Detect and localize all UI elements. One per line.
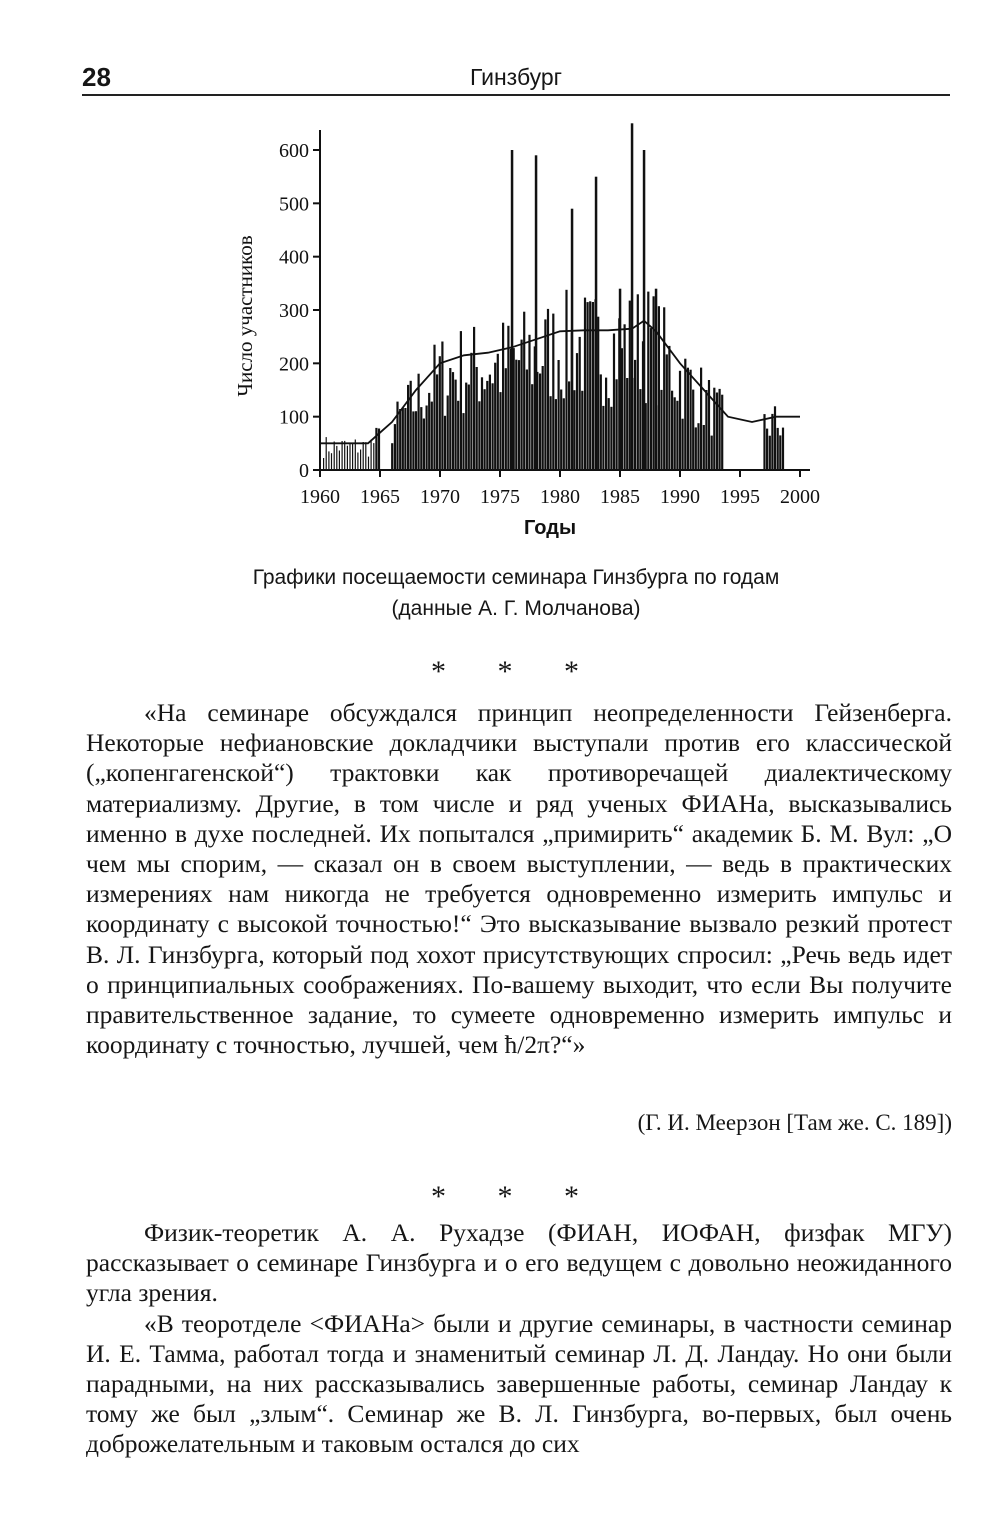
attendance-bar <box>373 443 374 470</box>
attendance-bar <box>589 301 591 470</box>
attendance-bar <box>647 292 649 470</box>
attendance-bar <box>365 442 366 470</box>
y-tick-label: 400 <box>279 246 309 269</box>
attendance-bar <box>721 395 723 470</box>
attendance-bar <box>478 401 480 470</box>
attendance-bar <box>423 419 425 471</box>
attendance-bar <box>690 370 692 470</box>
attendance-bar <box>679 371 681 470</box>
attendance-bar <box>639 389 641 470</box>
attendance-bar <box>666 354 668 470</box>
x-tick-label: 1975 <box>480 486 520 508</box>
attendance-bar <box>349 443 350 471</box>
attendance-bar <box>396 402 398 470</box>
attendance-bar <box>544 319 546 470</box>
attendance-bar <box>687 368 689 470</box>
attendance-bar <box>619 289 622 470</box>
chart-svg <box>220 120 820 560</box>
attendance-bar <box>610 407 612 470</box>
attendance-bar <box>449 368 451 470</box>
figure-caption <box>82 562 950 624</box>
attendance-bar <box>576 353 578 470</box>
attendance-bar <box>334 442 335 471</box>
attendance-bar <box>523 312 525 470</box>
attendance-chart <box>220 120 820 560</box>
x-tick-label: 1960 <box>300 486 340 508</box>
attendance-bar <box>595 177 598 470</box>
attendance-bar <box>777 428 779 470</box>
attendance-bar <box>711 436 713 470</box>
x-tick-label: 1980 <box>540 486 580 508</box>
attendance-bar <box>360 450 361 471</box>
attendance-bar <box>565 290 567 470</box>
attendance-bar <box>404 408 406 470</box>
attendance-bar <box>489 375 491 470</box>
y-tick-label: 100 <box>279 406 309 429</box>
attendance-bar <box>511 150 514 470</box>
attendance-bar <box>655 289 658 470</box>
x-tick-label: 1965 <box>360 486 400 508</box>
attendance-bar <box>368 457 369 470</box>
attendance-bar <box>323 458 324 470</box>
attendance-bar <box>433 345 435 470</box>
attendance-bar <box>357 453 358 471</box>
section-2-text <box>86 1218 952 1460</box>
x-ticks <box>300 470 820 508</box>
attendance-bar <box>616 379 618 470</box>
section-separator-1: * * * <box>431 655 601 688</box>
attendance-bar <box>476 367 478 470</box>
quote-attribution: (Г. И. Меерзон [Там же. С. 189]) <box>637 1110 952 1135</box>
section-separator-2: * * * <box>431 1180 601 1213</box>
attendance-bar <box>581 391 583 470</box>
attendance-bar <box>452 372 454 470</box>
attendance-bar <box>631 123 634 470</box>
attendance-bar <box>542 366 544 470</box>
attendance-bar <box>494 363 496 470</box>
attendance-bar <box>391 443 393 470</box>
attendance-bar <box>613 334 615 471</box>
attendance-bar <box>719 389 721 470</box>
attendance-bar <box>462 413 464 470</box>
attendance-bar <box>653 296 655 470</box>
attendance-bar <box>555 399 557 470</box>
attendance-bar <box>676 401 678 470</box>
attendance-bar <box>428 393 430 470</box>
attendance-bar <box>441 342 443 471</box>
attendance-bar <box>455 380 457 470</box>
attendance-bar <box>486 381 488 470</box>
attendance-bar <box>597 317 599 470</box>
attendance-bar <box>447 396 449 471</box>
attendance-bar <box>444 416 446 470</box>
attendance-bar <box>539 374 541 471</box>
y-tick-label: 200 <box>279 353 309 376</box>
attendance-bar <box>700 368 702 470</box>
attendance-bar <box>779 435 781 470</box>
attendance-bar <box>552 314 554 470</box>
quote-paragraph: «На семинаре обсуждался принцип неопределенности Гейзенберга. Некоторые нефиановские докладчики выступали против его классической („копенгагенской“) трактовки как противоречащей диалектическому материализму. Другие, в том числе и ряд ученых ФИАНа, высказывались именно в духе последней. Их попытался „примирить“ академик Б. М. Вул: „О чем мы спорим, — сказал он в своем выступлении, — ведь в практических измерениях нам никогда не требуется одновременно измерить импульс и координату с высокой точностью!“ Это высказывание вызвало резкий протест В. Л. Гинзбурга, который под хохот присутствующих спросил: „Речь ведь идет о принципиальных соображениях. По-вашему выходит, что если Вы получите правительственное задание, то сумеете одновременно измерить импульс и координату с точностью, лучшей, чем ħ/2π?“» <box>86 698 952 1060</box>
attendance-bar <box>658 306 660 470</box>
attendance-bar <box>347 446 348 470</box>
attendance-bar <box>426 406 428 471</box>
y-tick-label: 300 <box>279 300 309 322</box>
attendance-bar <box>502 323 504 470</box>
attendance-bar <box>550 396 552 470</box>
attendance-bar <box>624 324 626 470</box>
attendance-bar <box>484 389 486 470</box>
x-tick-label: 2000 <box>780 486 820 508</box>
attendance-bar <box>682 419 684 470</box>
attendance-bar <box>363 442 364 470</box>
attendance-bar <box>592 302 594 470</box>
attendance-bar <box>331 453 332 470</box>
attendance-bar <box>695 427 697 470</box>
x-axis-label: Годы <box>523 517 577 539</box>
attendance-bar <box>328 451 329 470</box>
attendance-bar <box>344 441 345 470</box>
y-tick-label: 0 <box>299 460 309 482</box>
attendance-bar <box>481 377 483 470</box>
attendance-bar <box>705 390 707 470</box>
attendance-bar <box>563 398 565 470</box>
attendance-bar <box>766 429 768 470</box>
attendance-bar <box>608 398 610 470</box>
attendance-bar <box>660 390 662 470</box>
attendance-bar <box>568 381 570 470</box>
attendance-bar <box>769 436 771 470</box>
page-header <box>82 60 950 96</box>
x-tick-label: 1995 <box>720 486 760 508</box>
attendance-bar <box>439 356 441 470</box>
attendance-bar <box>579 337 581 470</box>
attendance-bar <box>650 328 652 470</box>
attendance-bar <box>342 441 343 470</box>
attendance-bar <box>668 346 670 470</box>
attendance-bar <box>674 397 676 470</box>
attendance-bar <box>420 407 422 470</box>
attendance-bar <box>547 309 549 470</box>
attendance-bar <box>573 390 575 470</box>
attendance-bar <box>584 298 586 470</box>
attendance-bar <box>468 385 470 471</box>
caption-line-2: (данные А. Г. Молчанова) <box>391 597 641 620</box>
section-2-paragraph-2: «В теоротделе <ФИАНа> были и другие семинары, в частности семинар И. Е. Тамма, работал тогда и знаменитый семинар Л. Д. Ландау. Но они были парадными, на них рассказывались завершенные работы, семинар Ландау к тому же был „злым“. Семинар же В. Л. Гинзбурга, во-первых, был очень доброжелательным и таковым остался до сих <box>86 1308 952 1459</box>
x-tick-label: 1985 <box>600 486 640 508</box>
attendance-bar <box>560 390 562 471</box>
attendance-bar <box>497 354 499 470</box>
attendance-bar <box>336 446 337 470</box>
attendance-bar <box>528 335 530 470</box>
attendance-bar <box>515 360 517 470</box>
attendance-bar <box>412 411 414 470</box>
attendance-bar <box>763 414 765 470</box>
attendance-bar <box>339 451 340 471</box>
attendance-bar <box>637 294 639 470</box>
page-number: 28 <box>82 62 111 92</box>
attendance-bar <box>436 374 438 470</box>
attendance-bar <box>526 370 528 471</box>
attendance-bar <box>492 383 494 470</box>
attendance-bar <box>410 381 412 470</box>
attendance-bar <box>703 425 705 470</box>
attendance-bar <box>587 302 589 470</box>
attendance-bar <box>531 384 533 470</box>
attendance-bar <box>629 301 631 470</box>
section-2-paragraph-1: Физик-теоретик А. А. Рухадзе (ФИАН, ИОФАН, физфак МГУ) рассказывает о семинаре Гинзбурга и о его ведущем с довольно неожиданного угла зрения. <box>86 1218 952 1308</box>
attendance-bar <box>663 307 665 470</box>
x-tick-label: 1990 <box>660 486 700 508</box>
attendance-bar <box>771 414 773 470</box>
attendance-bar <box>402 408 404 470</box>
attendance-bar <box>600 374 602 470</box>
running-title: Гинзбург <box>469 64 563 90</box>
attendance-bar <box>626 378 628 470</box>
attendance-bar <box>671 391 673 470</box>
attendance-bar <box>697 423 699 470</box>
attendance-bar <box>684 359 686 470</box>
attendance-bar <box>352 444 353 470</box>
attendance-bar <box>460 331 462 470</box>
attendance-bar <box>470 353 472 470</box>
attendance-bar <box>535 155 538 470</box>
attendance-bar <box>634 360 636 470</box>
attendance-bar <box>399 409 401 470</box>
attendance-bar <box>558 360 560 470</box>
attendance-bar <box>431 402 433 470</box>
attendance-bar <box>602 406 604 470</box>
attendance-bar <box>457 401 459 470</box>
x-tick-label: 1970 <box>420 486 460 508</box>
y-tick-label: 500 <box>279 193 309 216</box>
attendance-bar <box>326 437 327 470</box>
attendance-bar <box>605 378 607 470</box>
attendance-bar <box>571 209 574 470</box>
quote-block-1 <box>86 698 952 1060</box>
caption-line-1: Графики посещаемости семинара Гинзбурга по годам <box>252 566 780 589</box>
attendance-bar <box>643 150 646 470</box>
chart-bars <box>323 123 784 470</box>
attendance-bar <box>394 424 396 470</box>
trend-line <box>320 321 800 444</box>
attendance-bar <box>782 428 784 470</box>
attendance-bar <box>692 390 694 470</box>
attendance-bar <box>518 360 520 470</box>
attendance-bar <box>505 368 507 470</box>
attendance-bar <box>465 383 467 470</box>
y-ticks <box>279 140 320 482</box>
y-axis-label: Число участников <box>233 235 257 397</box>
attendance-bar <box>371 440 372 470</box>
attendance-bar <box>407 385 409 470</box>
attendance-bar <box>499 392 501 470</box>
attendance-bar <box>415 411 417 470</box>
attendance-bar <box>521 340 523 470</box>
y-tick-label: 600 <box>279 140 309 162</box>
attendance-bar <box>473 327 475 470</box>
